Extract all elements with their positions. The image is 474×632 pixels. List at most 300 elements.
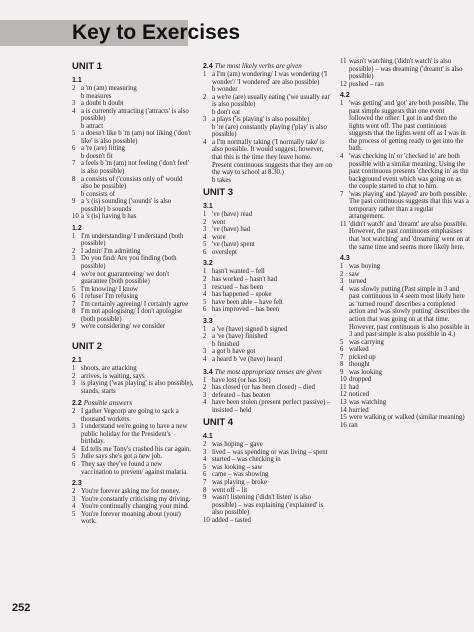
answer-number: 3 — [203, 348, 207, 356]
answer-item — [203, 249, 333, 257]
answer-number: 1 — [72, 364, 76, 372]
answer-text: rescued – has been — [212, 283, 264, 291]
answer-subitem: b takes — [212, 176, 232, 184]
answer-text: 'was checking in' or 'checked in' are both possible with a similar meaning. Using the past continuous presents 'checking in' as the background event which was going on as the couple started to chat to him. — [349, 153, 469, 191]
answer-item — [72, 213, 194, 221]
exercise-heading — [203, 368, 333, 377]
exercise-heading — [72, 399, 194, 408]
answer-item — [340, 58, 470, 81]
answer-item — [340, 278, 470, 286]
answer-item — [340, 384, 470, 392]
answer-text: 'was playing' and 'played' are both possible. The past continuous suggests that this was a temporary rather than a regular arrangement. — [349, 190, 469, 221]
answer-item — [203, 299, 333, 307]
answer-item — [72, 323, 194, 331]
page-number: 252 — [12, 602, 31, 614]
answer-item — [72, 233, 194, 248]
answer-number: 2 — [72, 408, 76, 416]
answer-item — [203, 116, 333, 124]
answer-number: 6 — [203, 248, 207, 256]
answer-number: 4 — [72, 445, 76, 453]
answer-text: I'm certainly agreeing/ I certainly agree — [81, 300, 189, 308]
answer-item — [72, 198, 194, 213]
answer-item — [72, 453, 194, 461]
answer-text: was looking — [349, 368, 383, 376]
answer-number: 4 — [203, 291, 207, 299]
answer-number: 10 — [72, 213, 79, 221]
answer-item — [203, 241, 333, 249]
answer-number: 2 — [203, 276, 207, 284]
answer-text: shoots, are attacking — [81, 364, 137, 372]
answer-number: 6 — [72, 293, 76, 301]
exercise-heading — [203, 318, 333, 326]
answer-subitem: b attract — [81, 122, 104, 130]
exercise-number: 1.2 — [72, 224, 82, 232]
answer-item — [340, 376, 470, 384]
answer-text: walked — [349, 346, 369, 354]
answer-text: a heard b 've (have) heard — [212, 355, 283, 363]
answer-text: Ed tells me Tony's crashed his car again. — [81, 445, 192, 453]
page-title: Key to Exercises — [72, 21, 241, 44]
exercise-number: 4.1 — [203, 433, 213, 441]
answer-number: 4 — [72, 503, 76, 511]
answer-subitem: b wonder — [212, 86, 238, 94]
exercise-heading — [203, 203, 333, 211]
answer-number: 9 — [72, 198, 76, 206]
answer-subitem: b measures — [81, 92, 112, 100]
answer-number: 11 — [340, 220, 347, 228]
answer-number: 9 — [72, 323, 76, 331]
answer-text: 'didn't watch' and 'dreamt' are also possible. However, the past continuous emphasises that 'not watching' and 'dreaming' went on at the same time and seems more likely here. — [349, 220, 470, 251]
exercise-number: 2.4 — [203, 63, 213, 70]
answer-number: 2 — [340, 270, 344, 278]
answer-item — [203, 471, 333, 479]
answer-number: 4 — [203, 233, 207, 241]
answer-number: 11 — [340, 383, 347, 391]
answer-text: started – was checking in — [212, 456, 281, 464]
answer-number: 5 — [203, 298, 207, 306]
answer-number: 7 — [340, 353, 344, 361]
answer-text: has improved – has been — [212, 306, 280, 314]
answer-number: 3 — [203, 283, 207, 291]
answer-text: I admit/ I'm admitting — [81, 247, 141, 255]
answer-number: 2 — [203, 384, 207, 392]
answer-number: 7 — [340, 190, 344, 198]
answer-number: 12 — [340, 391, 347, 399]
answer-item — [203, 449, 333, 457]
answer-number: 4 — [203, 355, 207, 363]
answer-number: 13 — [340, 398, 347, 406]
answer-text: added – tasted — [212, 516, 251, 524]
answer-number: 4 — [340, 285, 344, 293]
answer-item — [203, 226, 333, 234]
answer-item — [340, 399, 470, 407]
answer-column-2 — [203, 58, 333, 524]
answer-text: a doubt b doubt — [81, 100, 124, 108]
answer-number: 5 — [72, 453, 76, 461]
exercise-note: The most likely verbs are given — [214, 62, 302, 70]
exercise-heading — [340, 255, 470, 263]
answer-number: 1 — [203, 211, 207, 219]
answer-item — [72, 511, 194, 526]
answer-number: 5 — [72, 285, 76, 293]
answer-item — [203, 456, 333, 464]
answer-item — [203, 392, 333, 400]
exercise-heading — [72, 77, 194, 85]
answer-item — [340, 191, 470, 221]
answer-text: Julie says she's got a new job. — [81, 453, 163, 461]
answer-text: we're not guaranteeing/ we don't guarantee (both possible) — [81, 270, 170, 286]
answer-text: a plays ('is playing' is also possible) — [212, 116, 310, 124]
answer-number: 5 — [72, 130, 76, 138]
answer-text: a got b have got — [212, 348, 256, 356]
answer-number: 3 — [72, 380, 76, 388]
exercise-heading — [72, 357, 194, 365]
answer-item — [203, 94, 333, 109]
answer-number: 1 — [340, 263, 344, 271]
answer-number: 1 — [203, 71, 207, 78]
answer-text: wasn't watching ('didn't watch' is also possible) – was dreaming ('dreamt' is also possible) — [349, 58, 463, 81]
answer-text: 've (have) had — [212, 226, 251, 234]
answer-column-1 — [72, 58, 194, 526]
answer-number: 7 — [72, 160, 76, 168]
answer-number: 3 — [72, 495, 76, 503]
answer-text: a doesn't like b 'm (am) not liking ('don't like' is also possible) — [81, 130, 191, 145]
answer-number: 1 — [72, 232, 76, 240]
exercise-heading — [340, 92, 470, 100]
answer-item — [340, 81, 470, 89]
answer-number: 9 — [203, 494, 207, 502]
answer-number: 2 — [72, 85, 76, 92]
answer-text: turned — [349, 278, 367, 286]
answer-number: 15 — [340, 414, 347, 422]
answer-number: 9 — [340, 368, 344, 376]
answer-item — [340, 100, 470, 153]
answer-item — [72, 301, 194, 309]
answer-item — [72, 130, 194, 145]
answer-number: 6 — [203, 471, 207, 479]
answer-number: 1 — [203, 325, 207, 333]
answer-item — [203, 356, 333, 364]
answer-item — [203, 479, 333, 487]
answer-number: 3 — [203, 116, 207, 124]
answer-text: a I'm normally taking ('I normally take' is also possible. It would suggest, however, that this is the time they leave home. Present continuous suggests that they are on the way to school at 8.30.) — [212, 138, 333, 177]
answer-text: was hoping – gave — [212, 441, 263, 449]
answer-number: 2 — [203, 333, 207, 341]
answer-item — [203, 464, 333, 472]
answer-item — [203, 377, 333, 385]
answer-item — [203, 268, 333, 276]
answer-text: a we're (are) usually eating ('we usually eat' is also possible) — [212, 93, 331, 109]
answer-item — [72, 293, 194, 301]
answer-number: 3 — [72, 100, 76, 108]
answer-number: 2 — [203, 93, 207, 101]
exercise-number: 3.4 — [203, 368, 213, 376]
answer-subitem: b don't eat — [212, 108, 241, 116]
answer-text: I'm understanding/ I understand (both possible) — [81, 232, 184, 248]
answer-text: have been stolen (present perfect passive) – insisted – held — [212, 399, 331, 414]
answer-number: 7 — [203, 478, 207, 486]
answer-text: was playing – broke — [212, 478, 267, 486]
answer-text: I'm not apologising/ I don't apologise (both possible) — [81, 308, 183, 323]
answer-item — [203, 326, 333, 334]
answer-item — [72, 286, 194, 294]
answer-item — [340, 369, 470, 377]
answer-text: has closed (or has been closed) – died — [212, 384, 315, 392]
answer-text: saw — [349, 270, 360, 278]
exercise-number: 2.1 — [72, 356, 82, 364]
answer-text: hasn't wanted – fell — [212, 268, 265, 276]
answer-text: noticed — [349, 391, 370, 399]
exercise-number: 3.1 — [203, 203, 213, 211]
answer-item — [340, 346, 470, 354]
answer-item — [340, 286, 470, 339]
answer-subitem: b finished — [212, 340, 239, 348]
answer-text: 've (have) read — [212, 211, 253, 219]
answer-item — [203, 494, 333, 517]
answer-subitem: b 're (are) constantly playing ('play' is also possible) — [212, 123, 327, 139]
exercise-heading — [72, 225, 194, 233]
answer-item — [340, 407, 470, 415]
answer-item — [340, 391, 470, 399]
answer-number: 12 — [340, 80, 347, 88]
answer-column-3 — [340, 58, 470, 429]
answer-item — [72, 380, 194, 395]
answer-number: 1 — [203, 268, 207, 276]
answer-subitem: b doesn't fit — [81, 152, 113, 160]
answer-text: a I'm (am) wondering/ I was wondering ('I wonder'/ 'I wondered' are also possible) — [212, 71, 328, 86]
answer-item — [203, 291, 333, 299]
answer-item — [340, 221, 470, 251]
answer-number: 8 — [72, 308, 76, 316]
answer-text: They say they've found a new vaccination to prevent/ against malaria. — [81, 460, 189, 476]
answer-text: I refuse/ I'm refusing — [81, 293, 138, 301]
answer-text: a is currently attracting ('attracts' is also possible) — [81, 107, 189, 123]
answer-text: You're constantly criticising my driving. — [81, 495, 191, 503]
answer-text: is playing ('was playing' is also possible), stands, starts — [81, 380, 194, 395]
answer-item — [203, 211, 333, 219]
unit-heading: UNIT 4 — [203, 417, 234, 429]
answer-number: 4 — [203, 456, 207, 464]
exercise-number: 3.3 — [203, 317, 213, 325]
answer-text: wasn't listening ('didn't listen' is also possible) – was explaining ('explained' is also possible) — [212, 494, 324, 517]
answer-text: a 'm (am) measuring — [81, 85, 137, 92]
answer-text: we're considering/ we consider — [81, 323, 166, 331]
answer-item — [203, 284, 333, 292]
answer-number: 3 — [340, 278, 344, 286]
answer-text: a 've (have) finished — [212, 333, 268, 341]
answer-text: was carrying — [349, 338, 384, 346]
answer-item — [203, 517, 333, 525]
answer-item — [72, 248, 194, 256]
answer-item — [203, 384, 333, 392]
answer-item — [72, 145, 194, 153]
answer-text: went off – lit — [212, 486, 248, 494]
answer-text: You're continually changing your mind. — [81, 503, 189, 511]
answer-number: 8 — [72, 175, 76, 183]
answer-text: You're forever asking me for money. — [81, 488, 181, 496]
answer-item — [72, 488, 194, 496]
answer-item — [72, 271, 194, 286]
answer-number: 7 — [72, 300, 76, 308]
answer-text: 've (have) spent — [212, 241, 255, 249]
answer-item — [203, 276, 333, 284]
answer-item — [72, 408, 194, 423]
answer-text: went — [212, 218, 226, 226]
answer-text: hurried — [349, 406, 369, 414]
answer-number: 5 — [72, 510, 76, 518]
answer-text: was watching — [349, 398, 387, 406]
answer-number: 4 — [340, 153, 344, 161]
answer-item — [72, 100, 194, 108]
answer-text: came – was showing — [212, 471, 269, 479]
unit-heading: UNIT 2 — [72, 340, 103, 352]
answer-number: 5 — [203, 463, 207, 471]
answer-number: 3 — [72, 255, 76, 263]
exercise-heading — [203, 62, 333, 71]
answer-text: defeated – has beaten — [212, 391, 271, 399]
answer-number: 2 — [203, 441, 207, 449]
answer-text: lived – was spending or was living – spent — [212, 448, 328, 456]
answer-item — [203, 139, 333, 177]
answer-item — [203, 348, 333, 356]
answer-item — [72, 108, 194, 123]
answer-number: 6 — [72, 145, 76, 153]
answer-item — [72, 176, 194, 191]
answer-item — [340, 361, 470, 369]
exercise-number: 1.1 — [72, 77, 82, 84]
answer-text: were walking or walked (similar meaning) — [349, 414, 465, 422]
answer-number: 11 — [340, 58, 347, 65]
answer-item — [340, 414, 470, 422]
answer-item — [72, 308, 194, 323]
answer-item — [72, 446, 194, 454]
exercise-number: 2.3 — [72, 480, 82, 488]
exercise-heading — [203, 260, 333, 268]
answer-item — [340, 354, 470, 362]
answer-item — [340, 153, 470, 191]
exercise-note: The most appropriate tenses are given — [214, 367, 322, 376]
answer-item — [72, 496, 194, 504]
answer-item — [203, 333, 333, 341]
answer-text: I understand we're going to have a new public holiday for the President's birthday. — [81, 423, 188, 446]
answer-text: a 're (are) fitting — [81, 145, 126, 153]
answer-text: has happened – spoke — [212, 291, 272, 299]
exercise-heading — [203, 433, 333, 441]
answer-number: 6 — [203, 306, 207, 314]
answer-number: 16 — [340, 421, 347, 429]
answer-item — [72, 160, 194, 175]
answer-text: a 've (have) signed b signed — [212, 325, 288, 333]
answer-item — [203, 487, 333, 495]
answer-number: 3 — [203, 391, 207, 399]
answer-subitem: b consists of — [81, 190, 115, 198]
answer-item — [203, 71, 333, 86]
answer-item — [340, 339, 470, 347]
answer-number: 2 — [203, 218, 207, 226]
answer-item — [203, 399, 333, 414]
answer-number: 8 — [340, 361, 344, 369]
unit-heading: UNIT 1 — [72, 61, 103, 72]
answer-number: 2 — [72, 247, 76, 255]
answer-number: 3 — [72, 423, 76, 431]
answer-text: I gather Vegcorp are going to sack a thousand workers. — [81, 408, 179, 423]
exercise-heading — [72, 480, 194, 488]
answer-item — [72, 503, 194, 511]
answer-text: a 's (is) sounding ('sounds' is also possible) b sounds — [81, 198, 172, 213]
answer-text: was looking – saw — [212, 463, 263, 471]
answer-text: a consists of ('consists only of' would also be possible) — [81, 175, 183, 191]
answer-number: 2 — [72, 372, 76, 380]
answer-text: arrives, is waiting, says — [81, 372, 145, 380]
unit-heading: UNIT 3 — [203, 187, 234, 199]
answer-number: 5 — [340, 338, 344, 346]
answer-text: a 's (is) having b has — [81, 213, 137, 221]
answer-text: 'was getting' and 'got' are both possible. The past simple suggests that one event followed the other: I got in and then the lights went off. The past continuous suggests that the lights went off as I was in the process of getting ready to get into the bath. — [349, 100, 469, 153]
answer-text: have been able – have felt — [212, 298, 283, 306]
answer-number: 1 — [340, 100, 344, 108]
answer-number: 4 — [72, 270, 76, 278]
answer-text: I'm knowing/ I know — [81, 285, 138, 293]
answer-text: was buying — [349, 263, 381, 271]
answer-text: was slowly putting (Past simple in 3 and past continuous in 4 seem most likely here as 'turned round' describes a completed action and 'was slowly putting' describes the action that was going on at that time. However, past continuous is also possible in 3 and past simple is also possible in 4.) — [349, 285, 470, 339]
exercise-note: Possible answers — [83, 399, 133, 408]
answer-text: overslept — [212, 248, 237, 256]
answer-text: thought — [349, 361, 370, 369]
answer-text: Do you find/ Are you finding (both possible) — [81, 255, 177, 271]
answer-item — [72, 461, 194, 476]
exercise-number: 4.3 — [340, 255, 350, 263]
answer-number: 10 — [203, 516, 210, 524]
answer-number: 6 — [72, 460, 76, 468]
answer-number: 8 — [203, 486, 207, 494]
answer-item — [203, 234, 333, 242]
answer-item — [203, 219, 333, 227]
answer-number: 1 — [203, 376, 207, 384]
answer-text: had — [349, 383, 359, 391]
answer-item — [72, 423, 194, 446]
answer-item — [340, 271, 470, 279]
answer-text: You're forever moaning about (your) work. — [81, 510, 181, 526]
answer-number: 4 — [203, 138, 207, 146]
answer-item — [340, 422, 470, 430]
answer-text: wore — [212, 233, 226, 241]
answer-item — [72, 373, 194, 381]
answer-number: 3 — [203, 226, 207, 234]
answer-number: 4 — [72, 107, 76, 115]
exercise-number: 3.2 — [203, 260, 213, 268]
answer-number: 4 — [203, 399, 207, 407]
answer-item — [72, 365, 194, 373]
answer-number: 2 — [72, 488, 76, 496]
exercise-number: 2.2 — [72, 400, 82, 408]
answer-number: 5 — [203, 241, 207, 249]
answer-number: 6 — [340, 346, 344, 354]
exercise-number: 4.2 — [340, 92, 350, 100]
answer-text: picked up — [349, 353, 376, 361]
answer-item — [72, 85, 194, 93]
answer-text: a feels b 'm (am) not feeling ('don't feel' is also possible) — [81, 160, 189, 176]
answer-number: 14 — [340, 406, 347, 414]
answer-text: ran — [349, 421, 358, 429]
answer-item — [340, 263, 470, 271]
answer-item — [203, 441, 333, 449]
answer-number: 10 — [340, 376, 347, 384]
answer-item — [72, 255, 194, 270]
answer-text: pushed – ran — [349, 80, 384, 88]
answer-text: have lost (or has lost) — [212, 376, 271, 384]
answer-text: dropped — [349, 376, 372, 384]
answer-number: 3 — [203, 448, 207, 456]
